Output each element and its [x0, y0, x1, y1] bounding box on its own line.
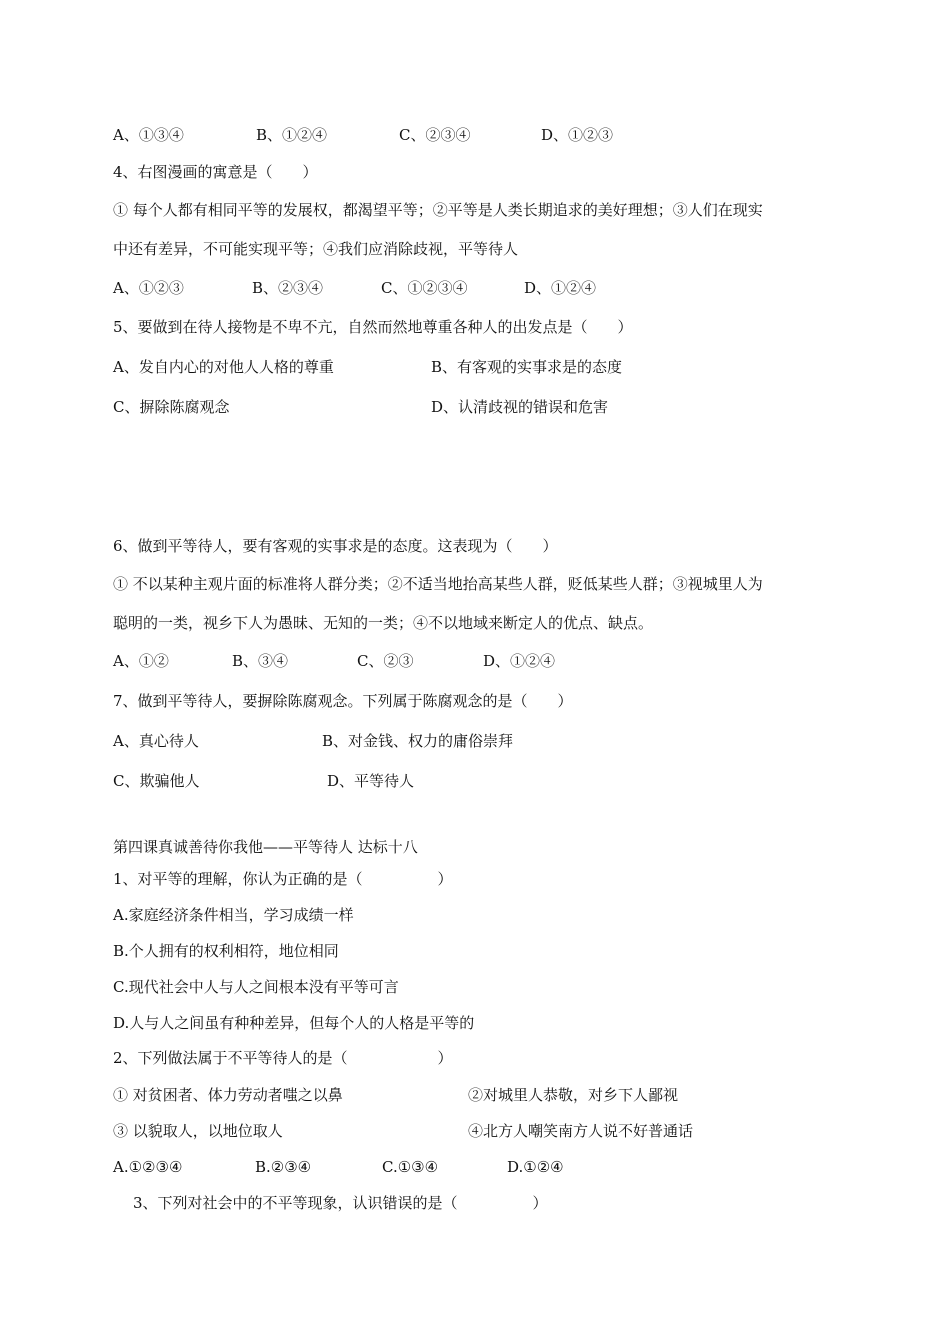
option-b: B、有客观的实事求是的态度 [431, 358, 623, 376]
b2-q1-option-b: B.个人拥有的权利相符，地位相同 [113, 942, 339, 960]
b2-q1-option-a: A.家庭经济条件相当，学习成绩一样 [113, 906, 354, 924]
option-b: B、②③④ [252, 279, 324, 297]
option-a: A.①②③④ [113, 1158, 183, 1176]
option-a: A、①③④ [113, 126, 184, 144]
option-d: D.①②④ [507, 1158, 564, 1176]
statement-3: ③ 以貌取人，以地位取人 [113, 1122, 283, 1140]
q6-statement-line-1: ① 不以某种主观片面的标准将人群分类；②不适当地抬高某些人群，贬低某些人群；③视城里人为 [113, 575, 763, 593]
option-c: C、摒除陈腐观念 [113, 398, 230, 416]
option-a: A、发自内心的对他人人格的尊重 [113, 358, 334, 376]
q4-stem: 4、右图漫画的寓意是（ ） [113, 163, 318, 181]
option-d: D、平等待人 [327, 772, 415, 790]
statement-2: ②对城里人恭敬，对乡下人鄙视 [468, 1086, 679, 1104]
q5-stem: 5、要做到在待人接物是不卑不亢，自然而然地尊重各种人的出发点是（ ） [113, 318, 633, 336]
option-d: D、①②③ [541, 126, 614, 144]
b2-q1-stem: 1、对平等的理解，你认为正确的是（ ） [113, 870, 453, 888]
option-c: C.①③④ [382, 1158, 439, 1176]
option-d: D、①②④ [483, 652, 556, 670]
option-b: B.②③④ [255, 1158, 312, 1176]
b2-q1-option-d: D.人与人之间虽有种种差异，但每个人的人格是平等的 [113, 1014, 475, 1032]
option-a: A、真心待人 [113, 732, 199, 750]
option-d: D、①②④ [524, 279, 597, 297]
option-b: B、③④ [232, 652, 289, 670]
option-c: C、欺骗他人 [113, 772, 200, 790]
statement-4: ④北方人嘲笑南方人说不好普通话 [468, 1122, 694, 1140]
option-b: B、对金钱、权力的庸俗崇拜 [322, 732, 514, 750]
q6-stem: 6、做到平等待人，要有客观的实事求是的态度。这表现为（ ） [113, 537, 558, 555]
statement-1: ① 对贫困者、体力劳动者嗤之以鼻 [113, 1086, 343, 1104]
option-c: C、①②③④ [381, 279, 468, 297]
option-b: B、①②④ [256, 126, 328, 144]
option-c: C、②③④ [399, 126, 471, 144]
q6-statement-line-2: 聪明的一类，视乡下人为愚昧、无知的一类；④不以地域来断定人的优点、缺点。 [113, 614, 654, 632]
option-d: D、认清歧视的错误和危害 [431, 398, 609, 416]
b2-q2-stem: 2、下列做法属于不平等待人的是（ ） [113, 1049, 453, 1067]
q7-stem: 7、做到平等待人，要摒除陈腐观念。下列属于陈腐观念的是（ ） [113, 692, 573, 710]
q4-statement-line-1: ① 每个人都有相同平等的发展权，都渴望平等；②平等是人类长期追求的美好理想；③人们在现实 [113, 201, 763, 219]
option-a: A、①② [113, 652, 169, 670]
option-c: C、②③ [357, 652, 414, 670]
q4-statement-line-2: 中还有差异，不可能实现平等；④我们应消除歧视，平等待人 [113, 240, 519, 258]
b2-q3-stem: 3、下列对社会中的不平等现象，认识错误的是（ ） [133, 1194, 548, 1212]
b2-q1-option-c: C.现代社会中人与人之间根本没有平等可言 [113, 978, 399, 996]
section-title: 第四课真诚善待你我他——平等待人 达标十八 [113, 838, 418, 856]
option-a: A、①②③ [113, 279, 184, 297]
